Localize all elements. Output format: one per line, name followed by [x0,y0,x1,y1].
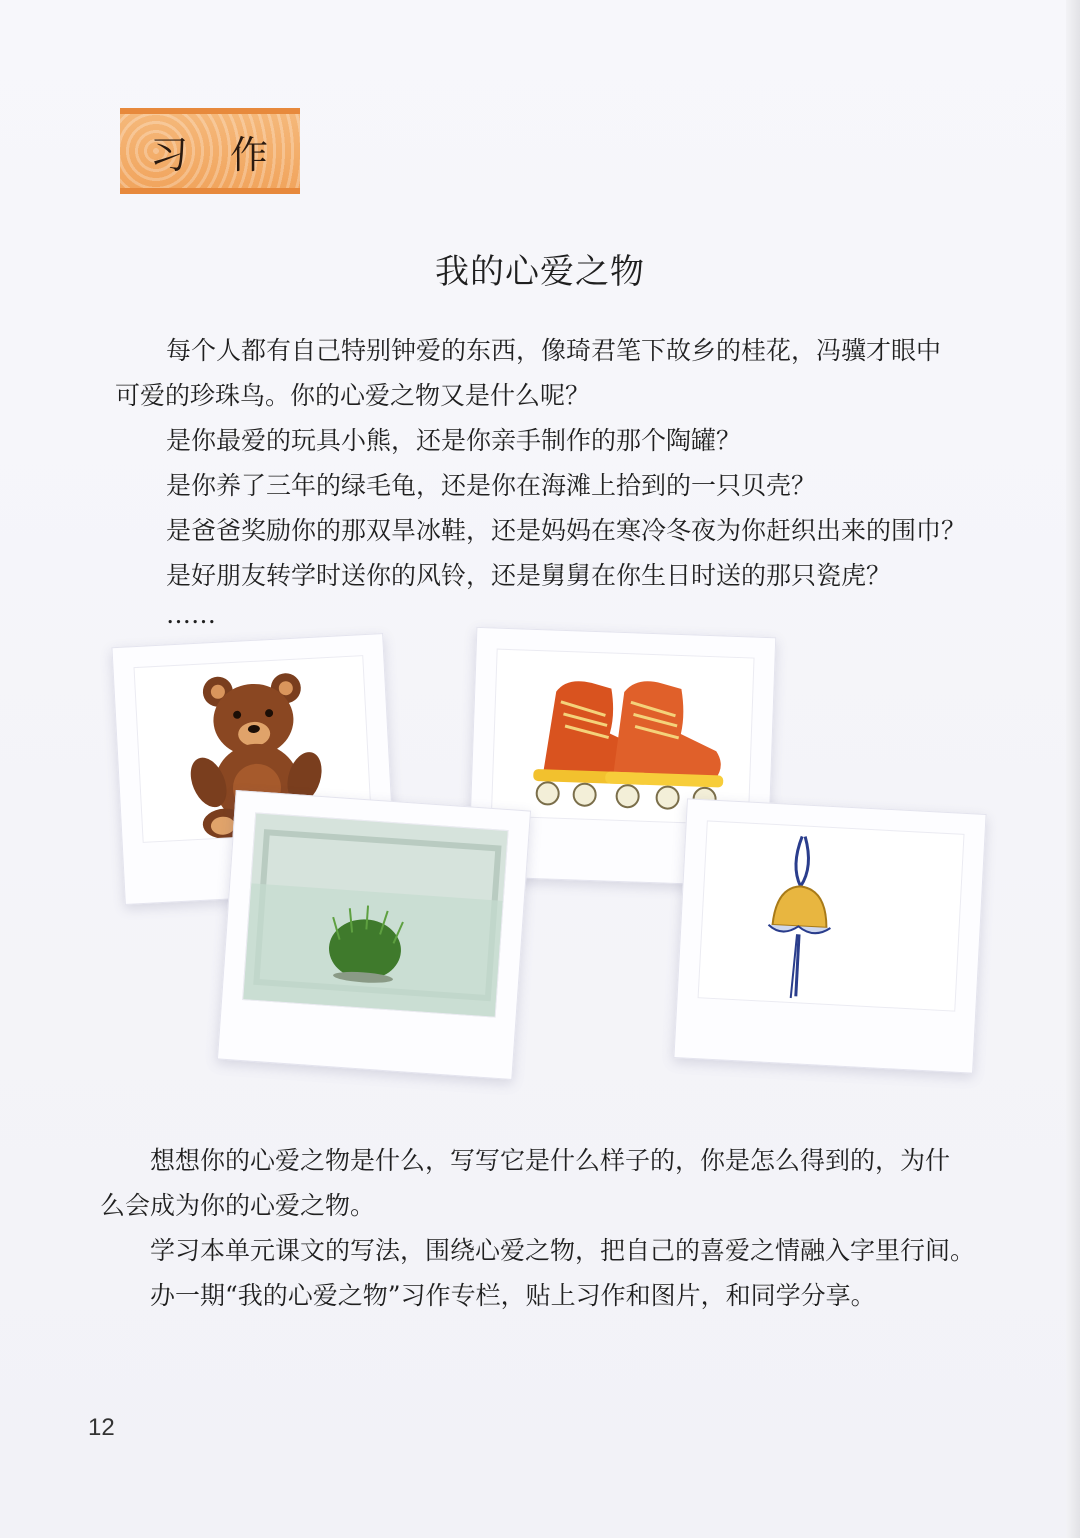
photo-wind-chime [673,798,986,1073]
task-line-3: 学习本单元课文的写法，围绕心爱之物，把自己的喜爱之情融入字里行间。 [150,1236,976,1265]
section-tag-char-2: 作 [230,132,271,177]
wind-chime-icon [698,821,964,1011]
task-line-2: 么会成为你的心爱之物。 [100,1191,376,1220]
ellipsis: …… [166,600,216,629]
section-tag-char-1: 习 [149,132,190,177]
intro-line-1: 每个人都有自己特别钟爱的东西，像琦君笔下故乡的桂花，冯骥才眼中 [166,336,942,365]
photo-frame [242,812,508,1017]
intro-line-2: 可爱的珍珠鸟。你的心爱之物又是什么呢？ [115,381,591,410]
page-number: 12 [88,1414,115,1441]
question-4: 是好朋友转学时送你的风铃，还是舅舅在你生日时送的那只瓷虎？ [166,561,892,590]
question-2: 是你养了三年的绿毛龟，还是你在海滩上拾到的一只贝壳？ [166,471,817,500]
question-3: 是爸爸奖励你的那双旱冰鞋，还是妈妈在寒冷冬夜为你赶织出来的围巾？ [166,516,967,545]
photo-green-turtle [217,790,531,1080]
section-tag [120,108,300,194]
task-line-1: 想想你的心爱之物是什么，写写它是什么样子的，你是怎么得到的，为什 [150,1146,951,1175]
task-line-4: 办一期“我的心爱之物”习作专栏，贴上习作和图片，和同学分享。 [150,1281,876,1310]
photo-frame [698,820,965,1011]
question-1: 是你最爱的玩具小熊，还是你亲手制作的那个陶罐？ [166,426,742,455]
page-title: 我的心爱之物 [435,252,645,292]
green-turtle-icon [243,813,509,1017]
page-edge [1066,0,1080,1538]
